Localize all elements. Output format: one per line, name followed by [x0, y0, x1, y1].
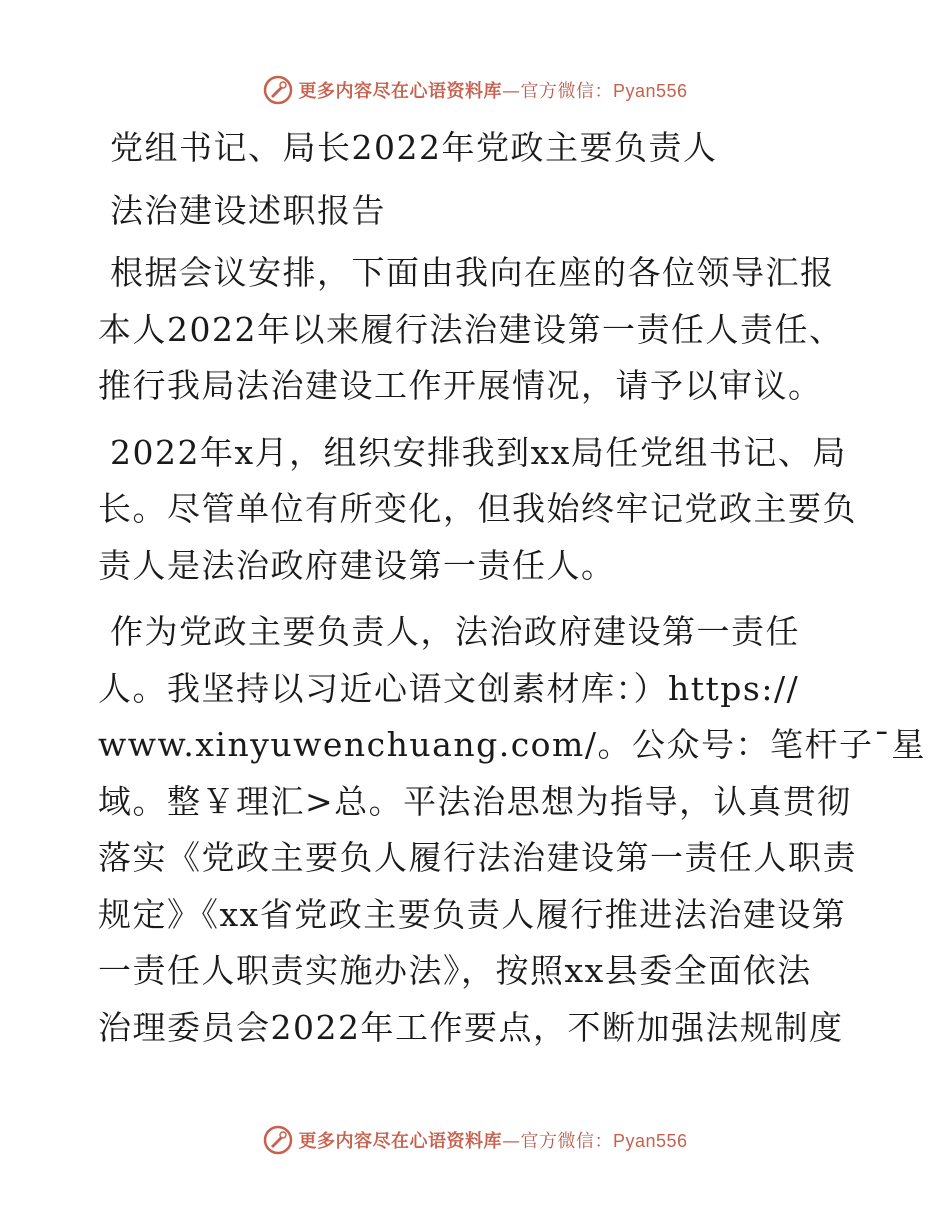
- paragraph-line: 一责任人职责实施办法》，按照xx县委全面依法: [98, 951, 812, 990]
- paragraph-line: 长。尽管单位有所变化，但我始终牢记党政主要负: [98, 489, 857, 528]
- paragraph-line: 人。我坚持以习近心语文创素材库：）https://: [98, 668, 800, 708]
- watermark-sub: 官方微信：: [520, 81, 613, 102]
- watermark-dash: —: [501, 81, 521, 102]
- paragraph-line: 作为党政主要负责人，法治政府建设第一责任: [110, 612, 800, 651]
- footer-watermark: [0, 1120, 950, 1160]
- logo-icon: [262, 74, 294, 106]
- paragraph-line: 责人是法治政府建设第一责任人。: [98, 545, 616, 585]
- watermark-main: 更多内容尽在心语资料库: [298, 81, 502, 102]
- watermark-id: Pyan556: [612, 1131, 688, 1151]
- watermark-text: [298, 77, 687, 103]
- watermark-dash: —: [501, 1131, 521, 1152]
- paragraph-line: 落实《党政主要负人履行法治建设第一责任人职责: [98, 838, 857, 877]
- title-line-2: 法治建设述职报告: [110, 190, 386, 230]
- paragraph-line: 推行我局法治建设工作开展情况，请予以审议。: [98, 366, 823, 405]
- logo-icon: [262, 1124, 294, 1156]
- watermark-sub: 官方微信：: [520, 1131, 613, 1152]
- watermark-text: [298, 1127, 687, 1153]
- paragraph-line: www.xinyuwenchuang.com/。公众号：笔杆子¯星: [98, 725, 926, 764]
- watermark-main: 更多内容尽在心语资料库: [298, 1131, 502, 1152]
- title-line-1: 党组书记、局长2022年党政主要负责人: [110, 128, 718, 167]
- paragraph-1: [98, 245, 858, 415]
- document-body: [98, 120, 926, 1056]
- paragraph-line: 2022年x月，组织安排我到xx局任党组书记、局: [110, 432, 847, 472]
- paragraph-line: 治理委员会2022年工作要点，不断加强法规制度: [98, 1007, 844, 1047]
- header-watermark: [0, 70, 950, 110]
- watermark-id: Pyan556: [612, 81, 688, 101]
- paragraph-line: 域。整￥理汇>总。平法治思想为指导，认真贯彻: [98, 781, 852, 821]
- paragraph-line: 本人2022年以来履行法治建设第一责任人责任、: [98, 309, 844, 349]
- paragraph-line: 根据会议安排，下面由我向在座的各位领导汇报: [110, 253, 835, 292]
- paragraph-2: [98, 425, 858, 595]
- paragraph-line: 规定》《xx省党政主要负责人履行推进法治建设第: [98, 894, 847, 934]
- paragraph-3: [98, 604, 926, 1056]
